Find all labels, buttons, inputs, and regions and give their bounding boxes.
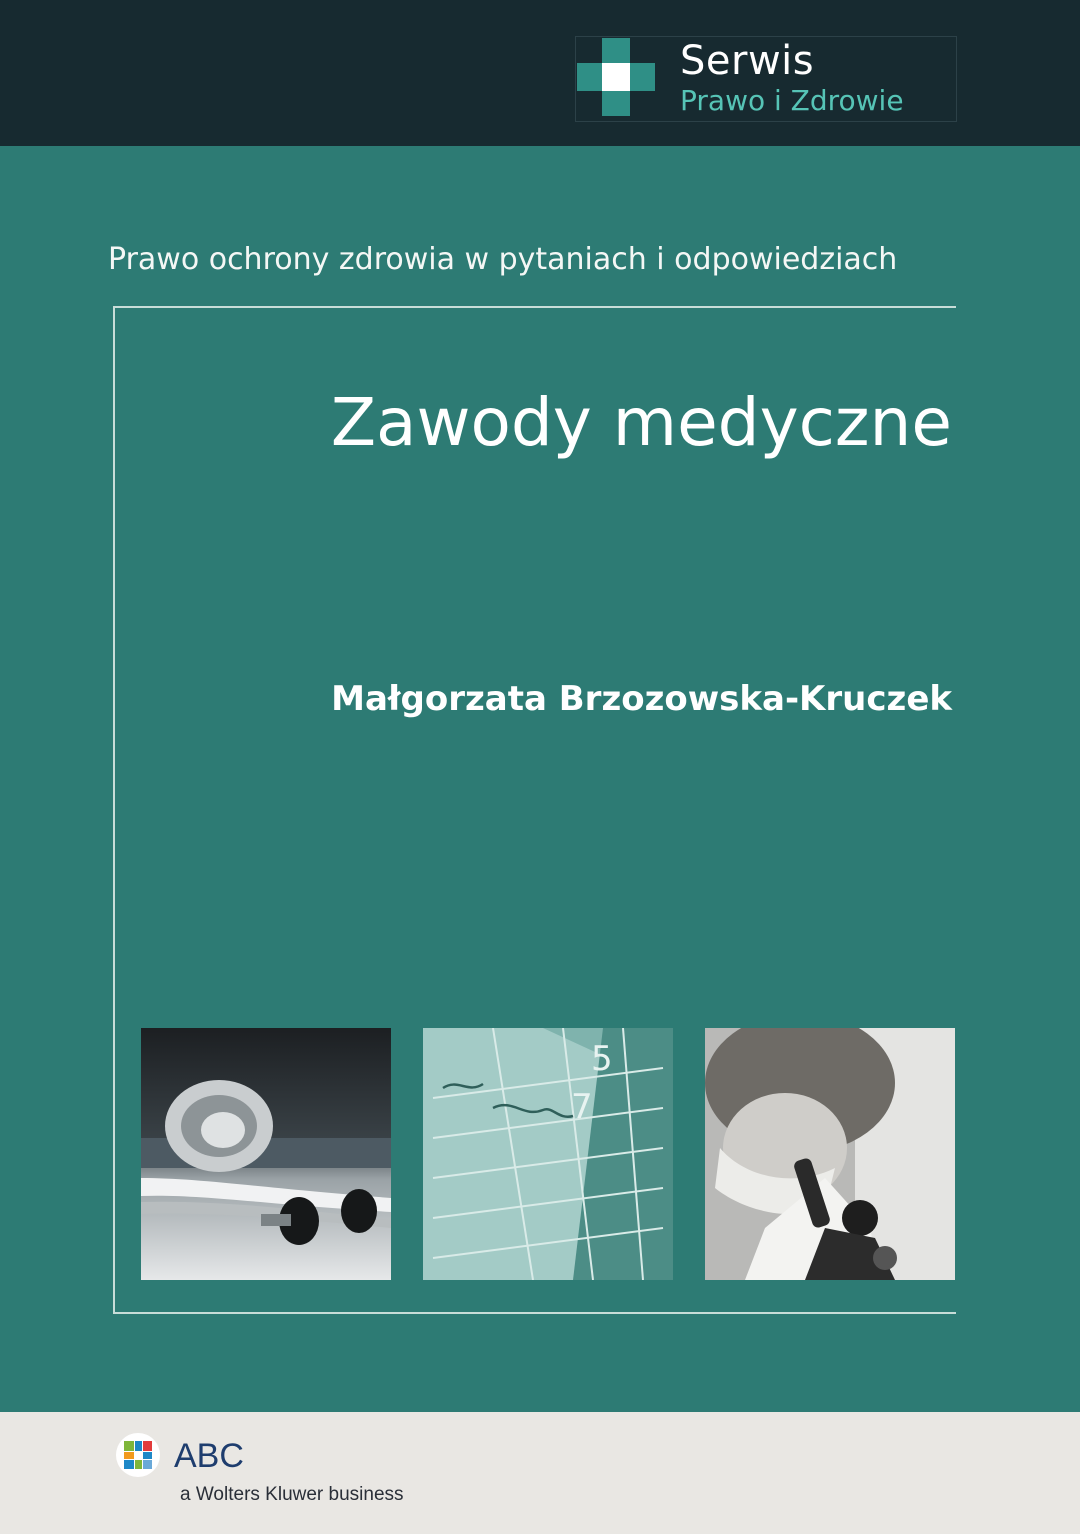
brand-title: Serwis — [680, 38, 815, 84]
author-name: Małgorzata Brzozowska-Kruczek — [331, 679, 952, 719]
medical-chart-photo — [423, 1028, 673, 1280]
svg-text:5: 5 — [591, 1039, 613, 1079]
svg-text:7: 7 — [571, 1087, 593, 1127]
publisher-name: ABC — [174, 1437, 244, 1475]
publisher-band — [0, 1412, 1080, 1534]
book-title: Zawody medyczne — [330, 384, 952, 461]
series-title: Prawo ochrony zdrowia w pytaniach i odpowiedziach — [108, 242, 898, 277]
wolters-kluwer-logo-icon — [115, 1432, 161, 1478]
medical-cross-icon — [577, 38, 655, 116]
publisher-tagline: a Wolters Kluwer business — [180, 1484, 404, 1505]
microscope-photo — [705, 1028, 955, 1280]
brand-subtitle: Prawo i Zdrowie — [680, 84, 904, 117]
stethoscope-photo — [141, 1028, 391, 1280]
